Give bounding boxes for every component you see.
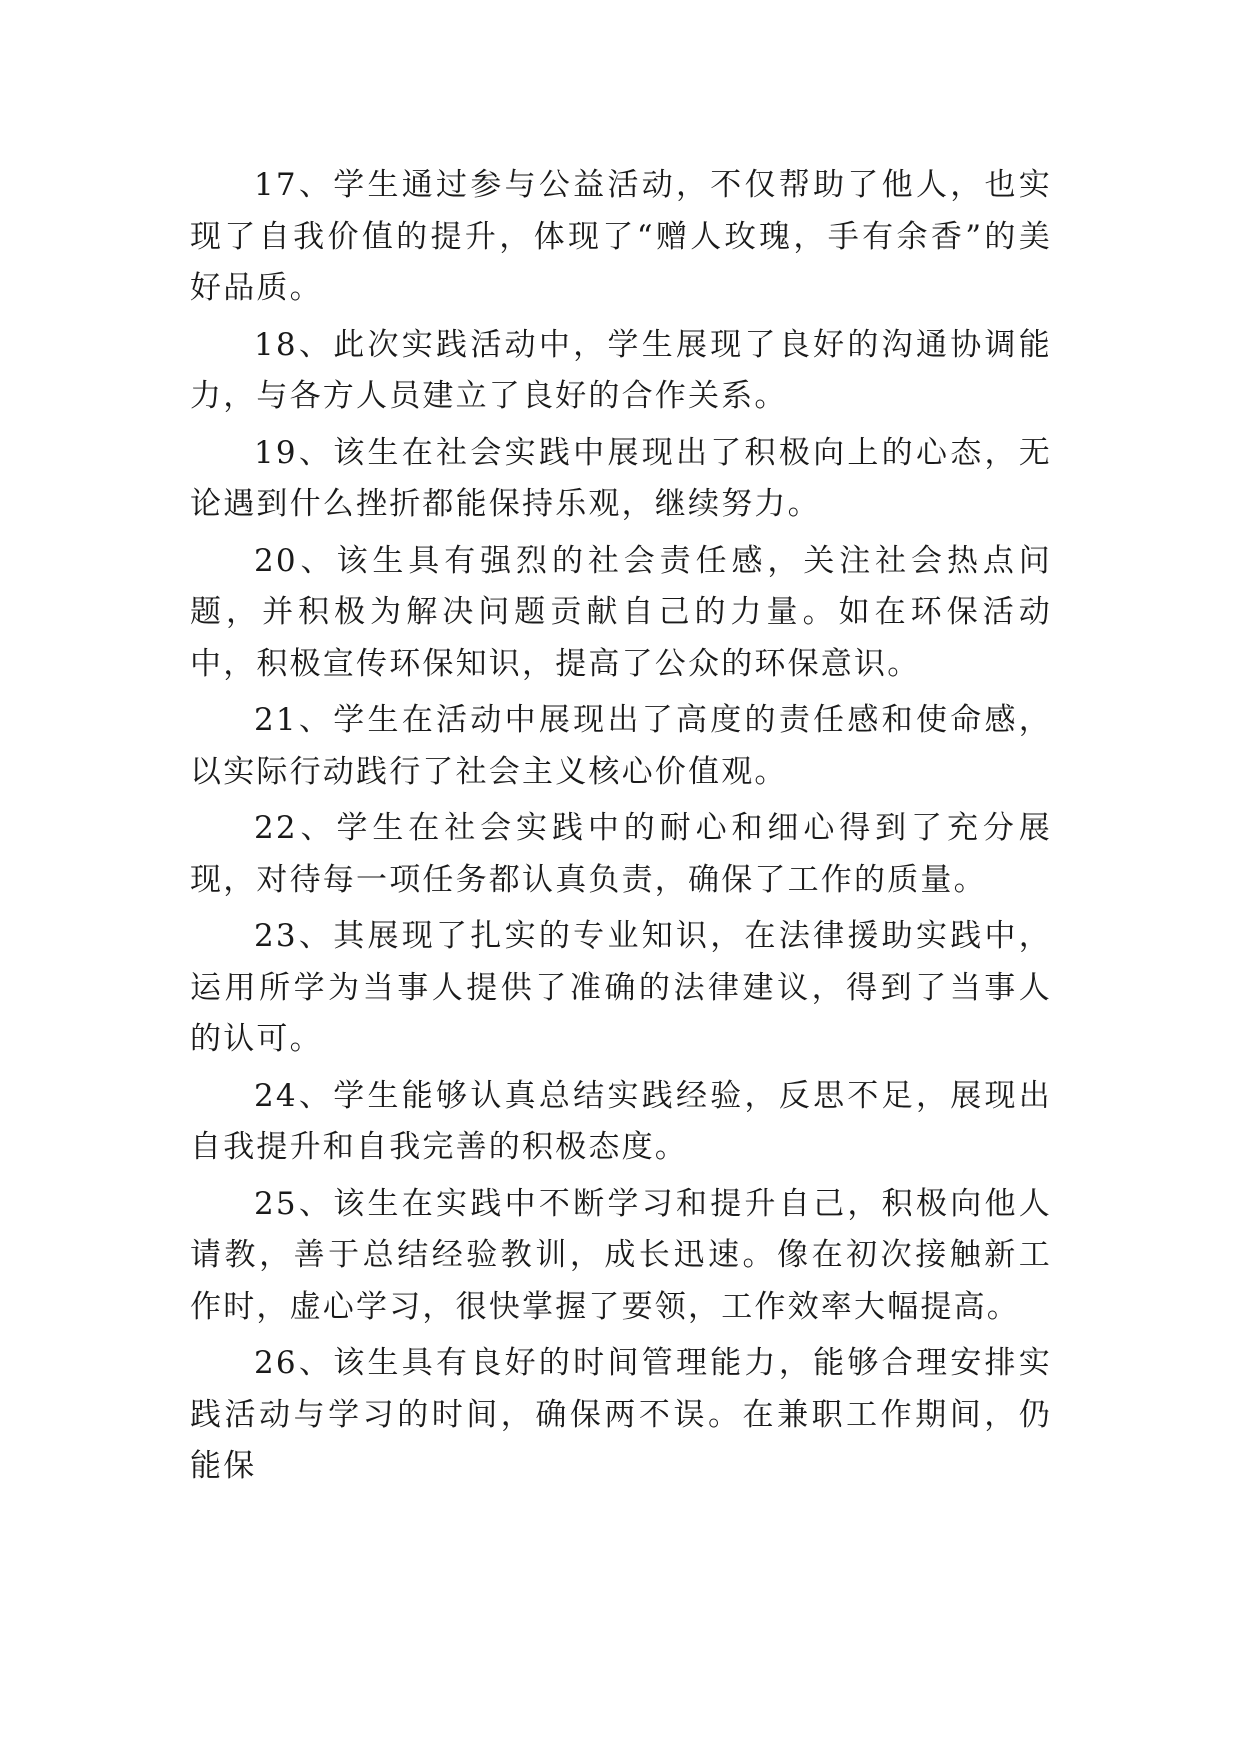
paragraph-21: 21、学生在活动中展现出了高度的责任感和使命感，以实际行动践行了社会主义核心价值观。 [190,702,1052,790]
paragraph-25: 25、该生在实践中不断学习和提升自己，积极向他人请教，善于总结经验教训，成长迅速。像在初次接触新工作时，虚心学习，很快掌握了要领，工作效率大幅提高。 [190,1185,1052,1325]
paragraph-17: 17、学生通过参与公益活动，不仅帮助了他人，也实现了自我价值的提升，体现了“赠人玫瑰，手有余香”的美好品质。 [190,167,1052,306]
paragraph-26: 26、该生具有良好的时间管理能力，能够合理安排实践活动与学习的时间，确保两不误。在兼职工作期间，仍能保 [190,1345,1052,1484]
paragraph-24: 24、学生能够认真总结实践经验，反思不足，展现出自我提升和自我完善的积极态度。 [190,1077,1052,1165]
paragraph-23: 23、其展现了扎实的专业知识，在法律援助实践中，运用所学为当事人提供了准确的法律建议，得到了当事人的认可。 [190,918,1052,1057]
paragraph-20: 20、该生具有强烈的社会责任感，关注社会热点问题，并积极为解决问题贡献自己的力量。如在环保活动中，积极宣传环保知识，提高了公众的环保意识。 [190,542,1052,682]
document-body [190,160,1052,1498]
paragraph-19: 19、该生在社会实践中展现出了积极向上的心态，无论遇到什么挫折都能保持乐观，继续努力。 [190,434,1052,522]
paragraph-22: 22、学生在社会实践中的耐心和细心得到了充分展现，对待每一项任务都认真负责，确保了工作的质量。 [190,810,1052,898]
paragraph-18: 18、此次实践活动中，学生展现了良好的沟通协调能力，与各方人员建立了良好的合作关系。 [190,326,1052,414]
